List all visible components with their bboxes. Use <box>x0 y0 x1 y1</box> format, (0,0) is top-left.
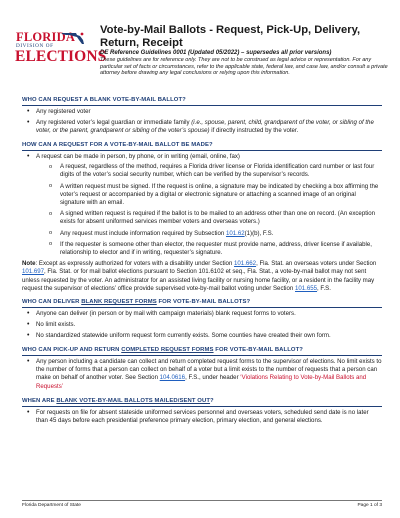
text: FOR VOTE-BY-MAIL BALLOTS? <box>156 299 251 306</box>
logo-division-text: DIVISION OF <box>16 43 54 49</box>
list-item: • Any registered voter <box>36 108 382 116</box>
document-subtitle <box>100 50 392 76</box>
who-request-list <box>22 108 382 136</box>
sub-list-item: o A request, regardless of the method, requires a Florida driver license or Florida identification card number or last four digits of the voter’s social security number, which can be verified by the supervisor’s records. <box>60 163 382 179</box>
logo-elections-text: ELECTIONS <box>15 48 107 65</box>
document-title: Vote-by-Mail Ballots - Request, Pick-Up, Delivery, Return, Receipt <box>100 24 361 49</box>
list-item: • No standardized statewide uniform request form currently exists. Some counties have created their own form. <box>36 332 382 340</box>
florida-elections-logo <box>14 30 107 72</box>
note-label: Note <box>22 260 36 268</box>
statute-link-104-0616[interactable]: 104.0616 <box>159 374 186 382</box>
sub-list-item: o A signed written request is required if the ballot is to be mailed to an address other than one on record. (An exception exists for absent uniformed services member voters and overseas voters.) <box>60 210 382 226</box>
text: WHEN ARE <box>22 397 57 404</box>
text-underlined: BLANK VOTE-BY-MAIL BALLOTS MAILED/SENT OUT <box>56 397 211 404</box>
text-underlined: BLANK REQUEST FORMS <box>81 299 157 306</box>
statute-link-101-697[interactable]: 101.697 <box>22 268 45 276</box>
statute-link-101-655[interactable]: 101.655 <box>295 284 318 292</box>
list-item: • For requests on file for absent stateside uniformed services personnel and overseas voters, scheduled send date is no later than 45 days before each presidential preference primary election, primary election, and general elections. <box>36 409 382 425</box>
text-italic: (i.e., spouse, parent, child, grandparent of the voter, or sibling of the voter, or the parent, grandparent or sibling of the voter’s spouse) <box>36 118 374 135</box>
sub-list <box>36 163 382 257</box>
disclaimer: These guidelines are for reference only. They are not to be construed as legal advice or representation. For any particular set of facts or circumstances, refer to the applicable state, federal law, and case law, and/or consult a private attorney before drawing any legal conclusions or relying upon this information. <box>100 57 388 76</box>
page-number: Page 1 of 3 <box>357 503 382 508</box>
statute-link-101-62[interactable]: 101.62 <box>225 229 245 237</box>
text: ? <box>210 397 214 404</box>
text: if directly instructed by the voter. <box>209 127 299 135</box>
text: : Except as expressly authorized for voters with a disability under Section <box>35 260 235 268</box>
text-underlined: COMPLETED REQUEST FORMS <box>121 347 214 354</box>
list-item <box>36 358 382 391</box>
reference-guideline: DE Reference Guidelines 0001 (Updated 05/2022) – supersedes all prior versions) <box>100 50 332 56</box>
list-item <box>36 153 382 257</box>
section-heading-how-request: HOW CAN A REQUEST FOR A VOTE-BY-MAIL BALLOT BE MADE? <box>22 141 382 151</box>
text: , F.S. <box>317 284 331 292</box>
text: WHO CAN PICK-UP AND RETURN <box>22 347 122 354</box>
text: A request can be made in person, by phone, or in writing (email, online, fax) <box>36 153 240 161</box>
logo-florida-text: FLORIDA <box>16 30 76 44</box>
document-header <box>0 0 400 96</box>
list-item <box>36 119 382 135</box>
violations-reference: ‘Violations Relating to Vote-by-Mail Ballots and Requests’ <box>36 374 367 390</box>
section-heading-who-pickup <box>22 346 382 356</box>
document-body <box>22 96 382 428</box>
when-sent-list <box>22 409 382 425</box>
section-heading-who-request: WHO CAN REQUEST A BLANK VOTE-BY-MAIL BALLOT? <box>22 96 382 106</box>
text: WHO CAN DELIVER <box>22 299 82 306</box>
text: FOR VOTE-BY-MAIL BALLOT? <box>213 347 303 354</box>
who-pickup-list <box>22 358 382 391</box>
how-request-list <box>22 153 382 257</box>
page-footer <box>22 500 382 508</box>
text: , Fla. Stat. an overseas voters under Section <box>256 260 377 268</box>
list-item: • No limit exists. <box>36 321 382 329</box>
text: (1)(b), F.S. <box>244 229 274 237</box>
text: , Fla. Stat. or for mail ballot elections pursuant to Section 101.6102 et seq., Fla. Stat., a vote-by-mail ballot may not sent unless requested by the voter. An administrator for an assisted living facility or nursing home facility, or a resident in the facility may request the supervisor of elections’ office provide supervised vote-by-mail ballot voting under Section <box>22 268 375 292</box>
florida-map-icon <box>62 31 86 45</box>
statute-link-101-662[interactable]: 101.662 <box>234 260 257 268</box>
footer-department: Florida Department of State <box>22 503 81 508</box>
sub-list-item: o A written request must be signed. If the request is online, a signature may be indicated by checking a box affirming the voter’s request or accompanied by a digital or electronic signature or attaching a scanned image of an original signature with an email. <box>60 183 382 208</box>
who-deliver-list <box>22 310 382 341</box>
text: Any request must include information required by Subsection <box>60 229 226 237</box>
text: Any person including a candidate can collect and return completed request forms to the supervisor of elections. No limit exists to the number of forms that a person can collect on behalf of a voter but a limit exists to the number of requests that a person can make on behalf of another voter. See Section <box>36 358 382 382</box>
text: , F.S., under header <box>185 374 241 382</box>
section-heading-when-sent <box>22 397 382 407</box>
text: Any registered voter’s legal guardian or immediate family <box>36 118 192 126</box>
sub-list-item <box>60 230 382 238</box>
list-item: • Anyone can deliver (in person or by mail with campaign materials) blank request forms to voters. <box>36 310 382 318</box>
section-heading-who-deliver <box>22 298 382 308</box>
sub-list-item: o If the requester is someone other than elector, the requester must provide name, address, driver license if available, relationship to elector and if in writing, requester’s signature. <box>60 241 382 257</box>
note-paragraph <box>22 260 382 293</box>
